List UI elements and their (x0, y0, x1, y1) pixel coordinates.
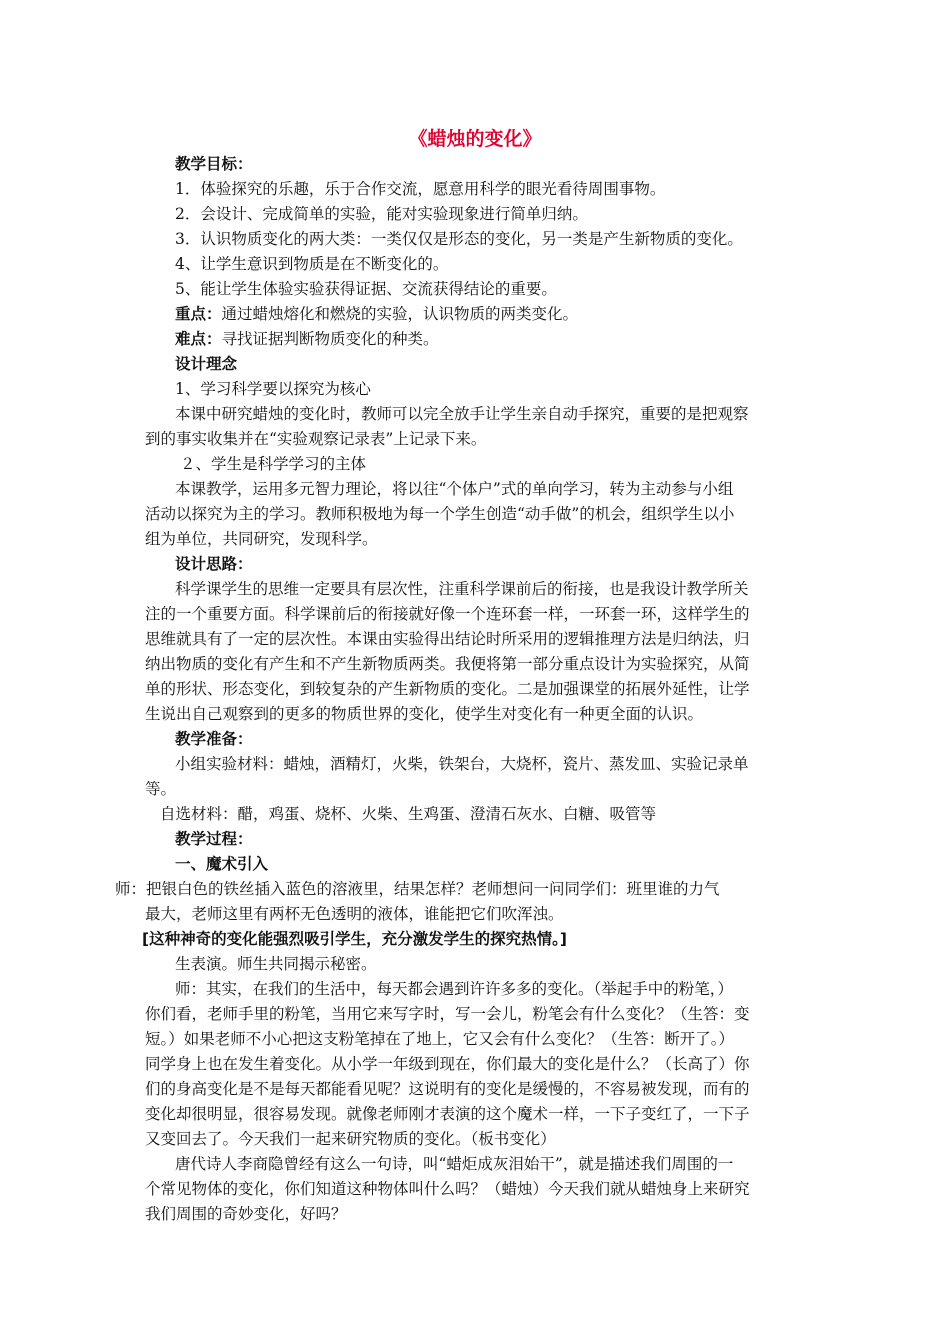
paragraph-line: 思维就具有了一定的层次性。本课由实验得出结论时所采用的逻辑推理方法是归纳法，归 (145, 630, 750, 648)
paragraph-line: 短。）如果老师不小心把这支粉笔掉在了地上，它又会有什么变化？（生答：断开了。） (145, 1030, 735, 1048)
paragraph-line: 本课中研究蜡烛的变化时，教师可以完全放手让学生亲自动手探究，重要的是把观察 (175, 405, 749, 423)
difficulty (145, 327, 805, 352)
objective-5: 5、能让学生体验实验获得证据、交流获得结论的重要。 (175, 280, 557, 298)
paragraph-line: 我们周围的奇妙变化，好吗？ (145, 1205, 347, 1223)
paragraph-line: 们的身高变化是不是每天都能看见呢？这说明有的变化是缓慢的，不容易被发现，而有的 (145, 1080, 750, 1098)
paragraph-line: 纳出物质的变化有产生和不产生新物质两类。我便将第一部分重点设计为实验探究，从简 (145, 655, 750, 673)
objective-2: 2．会设计、完成简单的实验，能对实验现象进行简单归纳。 (175, 205, 588, 223)
paragraph-line: 最大，老师这里有两杯无色透明的液体，谁能把它们吹浑浊。 (145, 905, 564, 923)
paragraph-line: 注的一个重要方面。科学课前后的衔接就好像一个连环套一样，一环套一环，这样学生的 (145, 605, 750, 623)
concept-1-title: 1、学习科学要以探究为核心 (175, 380, 371, 398)
heading-objectives: 教学目标： (175, 155, 253, 173)
paragraph-line: 活动以探究为主的学习。教师积极地为每一个学生创造“动手做”的机会，组织学生以小 (145, 505, 735, 523)
objective-4: 4、让学生意识到物质是在不断变化的。 (175, 255, 449, 273)
paragraph-line: 唐代诗人李商隐曾经有这么一句诗，叫“蜡炬成灰泪始干”，就是描述我们周围的一 (175, 1155, 734, 1173)
paragraph-line: 个常见物体的变化，你们知道这种物体叫什么吗？（蜡烛）今天我们就从蜡烛身上来研究 (145, 1180, 750, 1198)
difficulty-text: 寻找证据判断物质变化的种类。 (221, 330, 439, 348)
optional-materials: 自选材料：醋，鸡蛋、烧杯、火柴、生鸡蛋、澄清石灰水、白糖、吸管等 (160, 805, 657, 823)
heading-design-idea: 设计思路： (175, 555, 253, 573)
paragraph-line: 到的事实收集并在“实验观察记录表”上记录下来。 (145, 430, 487, 448)
objective-1: 1．体验探究的乐趣，乐于合作交流，愿意用科学的眼光看待周围事物。 (175, 180, 666, 198)
section-magic-intro: 一、魔术引入 (175, 855, 269, 873)
paragraph-line: 单的形状、形态变化，到较复杂的产生新物质的变化。二是加强课堂的拓展外延性，让学 (145, 680, 750, 698)
paragraph-line: 组为单位，共同研究，发现科学。 (145, 530, 378, 548)
difficulty-label: 难点： (175, 330, 222, 348)
paragraph-line: 生表演。师生共同揭示秘密。 (175, 955, 377, 973)
paragraph-line: 你们看，老师手里的粉笔，当用它来写字时，写一会儿，粉笔会有什么变化？（生答：变 (145, 1005, 750, 1023)
document-body (115, 152, 805, 1227)
design-note: [这种神奇的变化能强烈吸引学生，充分激发学生的探究热情。] (142, 930, 567, 948)
paragraph-line: 生说出自己观察到的更多的物质世界的变化，使学生对变化有一种更全面的认识。 (145, 705, 704, 723)
heading-preparation: 教学准备： (175, 730, 253, 748)
heading-process: 教学过程： (175, 830, 253, 848)
key-point (145, 302, 805, 327)
paragraph-line: 又变回去了。今天我们一起来研究物质的变化。（板书变化） (145, 1130, 556, 1148)
group-materials: 小组实验材料：蜡烛，酒精灯，火柴，铁架台，大烧杯，瓷片、蒸发皿、实验记录单 (175, 755, 749, 773)
paragraph-line: 师：把银白色的铁丝插入蓝色的溶液里，结果怎样？老师想问一问同学们：班里谁的力气 (115, 880, 720, 898)
heading-design-concept: 设计理念 (175, 355, 238, 373)
concept-2-title: ２、学生是科学学习的主体 (180, 455, 367, 473)
objective-3: 3．认识物质变化的两大类：一类仅仅是形态的变化，另一类是产生新物质的变化。 (175, 230, 743, 248)
paragraph-line: 同学身上也在发生着变化。从小学一年级到现在，你们最大的变化是什么？（长高了）你 (145, 1055, 750, 1073)
paragraph-line: 等。 (145, 780, 177, 798)
document-title: 《蜡烛的变化》 (408, 128, 542, 150)
paragraph-line: 科学课学生的思维一定要具有层次性，注重科学课前后的衔接，也是我设计教学所关 (175, 580, 749, 598)
paragraph-line: 师：其实，在我们的生活中，每天都会遇到许许多多的变化。（举起手中的粉笔，） (175, 980, 734, 998)
key-point-label: 重点： (175, 305, 222, 323)
paragraph-line: 本课教学，运用多元智力理论，将以往“个体户”式的单向学习，转为主动参与小组 (175, 480, 734, 498)
key-point-text: 通过蜡烛熔化和燃烧的实验，认识物质的两类变化。 (221, 305, 579, 323)
paragraph-line: 变化却很明显，很容易发现。就像老师刚才表演的这个魔术一样，一下子变红了，一下子 (145, 1105, 750, 1123)
